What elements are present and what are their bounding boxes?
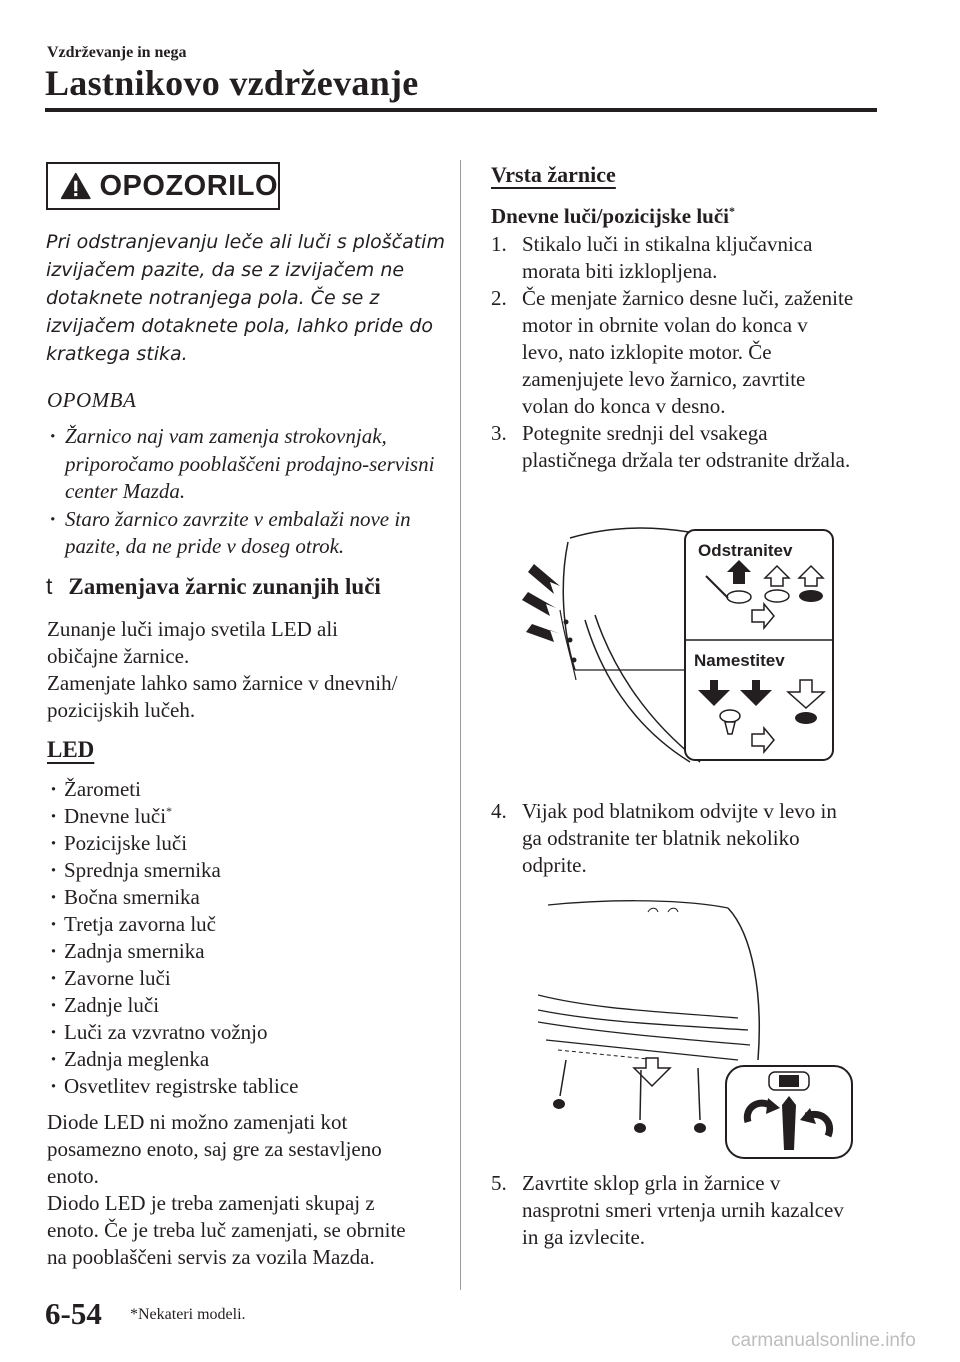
warning-label: OPOZORILO [99,169,278,202]
clip-removal-figure [520,520,840,765]
step-item: 2. Če menjate žarnico desne luči, zaženite motor in obrnite volan do konca v levo, nato izklopite motor. Če zamenjujete levo žarnico, zavrtite volan do konca v desno. [491,286,854,418]
text-line: Diode LED ni možno zamenjati kot [47,1110,348,1134]
section-label: Vzdrževanje in nega [47,44,187,61]
text-line: Diodo LED je treba zamenjati skupaj z [47,1191,375,1215]
intro-paragraph [47,616,447,724]
section-title-text: Zamenjava žarnic zunanjih luči [68,574,381,599]
text-line: na pooblaščeni servis za vozila Mazda. [47,1245,375,1269]
step-item: 1. Stikalo luči in stikalna ključavnica morata biti izklopljena. [491,232,813,283]
header-divider [45,108,877,112]
footnote: *Nekateri modeli. [130,1306,246,1323]
list-item: · Zadnje luči [47,992,447,1019]
remove-label: Odstranitev [698,541,793,560]
text-line: pozicijskih lučeh. [47,698,196,722]
section-marker: t [46,573,53,599]
led-paragraph [47,1109,457,1271]
text-line: običajne žarnice. [47,644,190,668]
note-heading: OPOMBA [47,388,137,412]
list-item: · Zadnja smernika [47,938,447,965]
list-item: · Luči za vzvratno vožnjo [47,1019,447,1046]
fender-screw-figure [538,900,858,1162]
list-item: · Zadnja meglenka [47,1046,447,1073]
list-item: · Žarnico naj vam zamenja strokovnjak, priporočamo pooblaščeni prodajno-servisni center Mazda. [47,423,447,506]
led-heading: LED [47,737,95,762]
step-4: 4. Vijak pod blatnikom odvijte v levo in ga odstranite ter blatnik nekoliko odprite. [491,799,837,877]
warning-box [46,162,280,210]
list-item: · Staro žarnico zavrzite v embalaži nove in pazite, da ne pride v doseg otrok. [47,506,447,561]
list-item: · Zavorne luči [47,965,447,992]
step-item: 3. Potegnite srednji del vsakega plastičnega držala ter odstranite držala. [491,421,851,472]
text-line: enoto. [47,1164,99,1188]
text-line: Zamenjate lahko samo žarnice v dnevnih/ [47,671,398,695]
list-item: · Pozicijske luči [47,830,447,857]
steps-list [491,231,891,474]
text-line: posamezno enoto, saj gre za sestavljeno [47,1137,382,1161]
text-line: Zunanje luči imajo svetila LED ali [47,617,338,641]
install-label: Namestitev [694,651,785,670]
led-list [47,776,447,1100]
list-item: · Žarometi [47,776,447,803]
page-number: 6-54 [45,1296,102,1331]
step-5: 5. Zavrtite sklop grla in žarnice v nasprotni smeri vrtenja urnih kazalcev in ga izvlecite. [491,1171,844,1249]
warning-text: Pri odstranjevanju leče ali luči s ploščatim izvijačem pazite, da se z izvijačem ne dotaknete notranjega pola. Če se z izvijačem dotaknete pola, lahko pride do kratkega stika. [46,231,445,365]
list-item: · Sprednja smernika [47,857,447,884]
list-item: · Osvetlitev registrske tablice [47,1073,447,1100]
list-item: · Tretja zavorna luč [47,911,447,938]
warning-triangle-icon [60,170,92,202]
bulb-subheading: Dnevne luči/pozicijske luči* [491,204,735,228]
text-line: enoto. Če je treba luč zamenjati, se obrnite [47,1218,406,1242]
list-item: · Dnevne luči* [47,803,447,830]
section-title [46,573,381,600]
list-item: · Bočna smernika [47,884,447,911]
watermark: carmanualsonline.info [731,1330,916,1351]
note-list [47,423,447,561]
page-title: Lastnikovo vzdrževanje [45,63,419,103]
column-divider [460,160,461,1290]
bulb-type-heading: Vrsta žarnice [491,162,616,187]
